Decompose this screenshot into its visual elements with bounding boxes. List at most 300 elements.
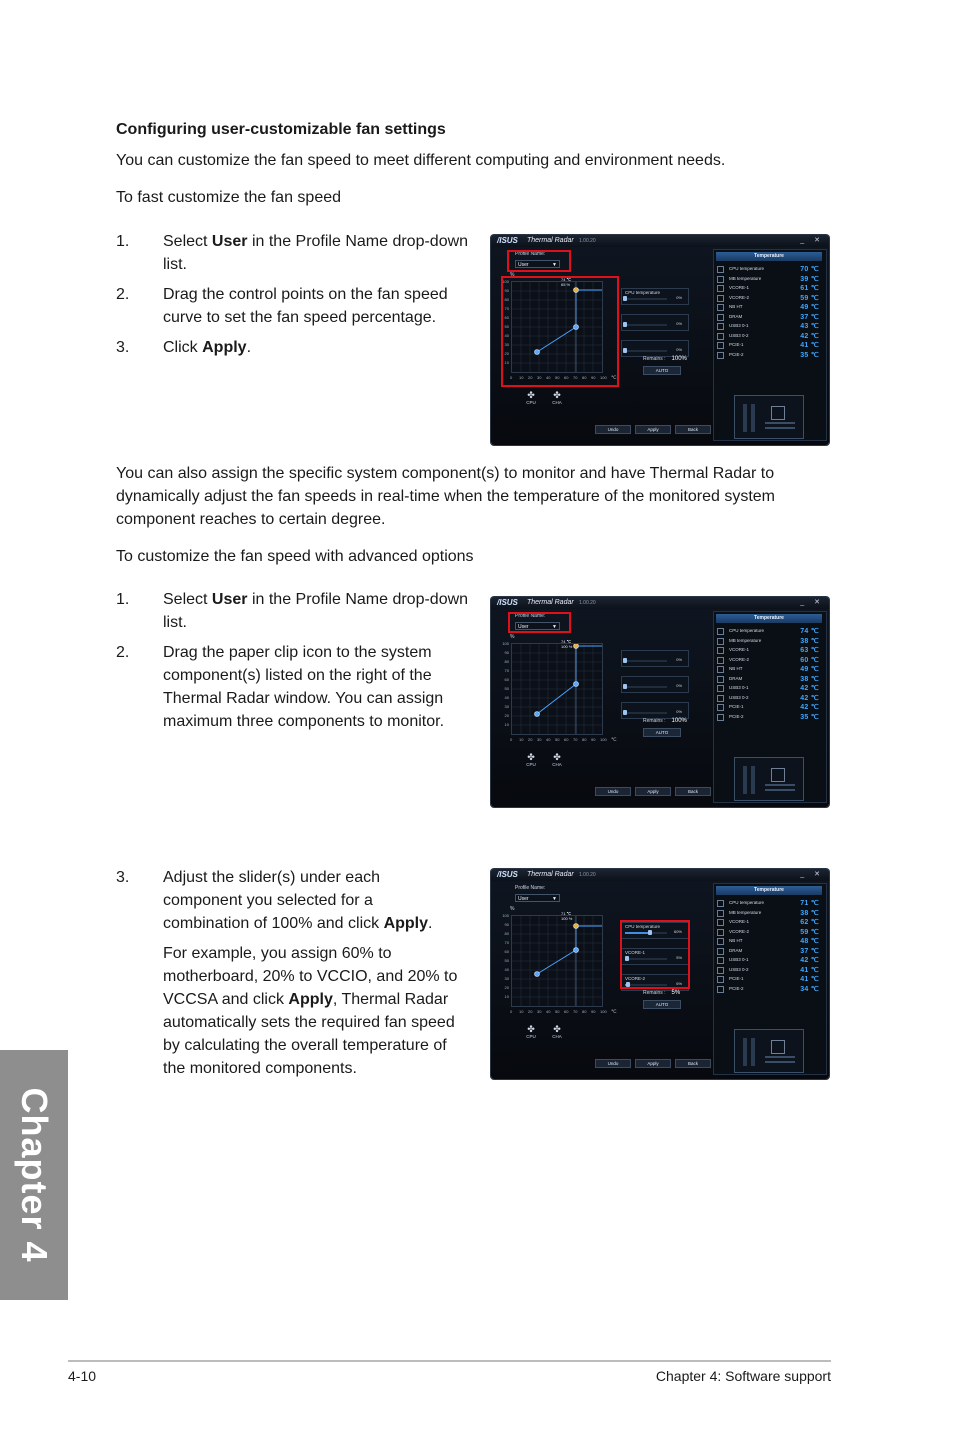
x-tick-label: 90 (591, 1009, 596, 1014)
temperature-value: 34 ℃ (800, 985, 819, 993)
app-title: Thermal Radar (527, 871, 574, 878)
example-text: For example, you assign 60% to motherboard, 20% to VCCIO, and 20% to VCCSA and click Apply, Thermal Radar automatically sets the required fan speed by calculating the overall temperature of the monitored components. (163, 945, 458, 1077)
app-title: Thermal Radar (527, 237, 574, 244)
celsius-unit: ℃ (611, 1009, 617, 1015)
component-checkbox[interactable] (717, 919, 724, 926)
temperature-name: VCORE-2 (729, 928, 750, 934)
temperature-name: USB3 0-2 (729, 332, 749, 338)
temperature-name: PCIE-1 (729, 704, 744, 709)
x-tick-label: 30 (537, 737, 542, 742)
component-value: 0% (676, 709, 682, 714)
temperature-row (717, 341, 821, 350)
temperature-value: 38 ℃ (800, 637, 819, 645)
temperature-panel (713, 883, 827, 1075)
temperature-name: PCIE-2 (729, 351, 744, 357)
component-label: CPU temperature (625, 290, 661, 295)
chapter-tab: Chapter 4 (0, 1050, 68, 1300)
component-checkbox[interactable] (717, 628, 724, 635)
y-tick-label: 20 (504, 351, 509, 356)
highlight-sliders (620, 920, 690, 989)
temperature-row (717, 637, 821, 646)
temperature-value: 42 ℃ (800, 957, 819, 964)
footer-chapter: Chapter 4: Software support (655, 1368, 831, 1384)
point-label: 71 ℃ 100 % (561, 911, 573, 921)
temperature-panel (713, 611, 827, 803)
temperature-header: Temperature (716, 252, 822, 261)
component-checkbox[interactable] (717, 295, 724, 302)
temperature-value: 71 ℃ (800, 900, 819, 907)
component-checkbox[interactable] (717, 986, 724, 993)
x-tick-label: 0 (510, 375, 513, 380)
temperature-value: 42 ℃ (800, 694, 819, 702)
celsius-unit: ℃ (611, 375, 617, 381)
fan-icon: ✤ (527, 390, 535, 400)
advanced-step-3 (116, 866, 461, 1087)
x-tick-label: 30 (537, 1009, 542, 1014)
page-number: 4-10 (68, 1368, 97, 1384)
undo-button[interactable]: Undo (595, 787, 631, 796)
auto-button[interactable]: AUTO (643, 366, 681, 375)
component-slider-handle[interactable] (623, 296, 627, 301)
profile-name-dropdown[interactable]: User ▼ (515, 894, 560, 902)
asus-logo: /ISUS (497, 598, 518, 607)
component-slot[interactable] (621, 676, 689, 693)
profile-name-label: Profile Name: (515, 885, 546, 891)
profile-name-label: Profile Name: (515, 613, 546, 619)
apply-button[interactable]: Apply (635, 787, 671, 796)
highlight-profile-name (507, 250, 571, 272)
y-tick-label: 30 (504, 976, 509, 981)
x-tick-label: 90 (591, 737, 596, 742)
step-item: 3. Click Apply. (116, 339, 252, 356)
advanced-steps (116, 588, 476, 740)
component-checkbox[interactable] (717, 638, 724, 645)
app-version: 1.00.20 (579, 872, 596, 878)
fast-title: To fast customize the fan speed (116, 189, 342, 206)
percent-label: % (510, 634, 515, 640)
component-checkbox[interactable] (717, 714, 724, 721)
temperature-value: 35 ℃ (800, 351, 819, 359)
app-title: Thermal Radar (527, 599, 574, 606)
fast-steps (116, 230, 476, 366)
y-tick-label: 30 (504, 342, 509, 347)
fan-cha[interactable]: ✤ CHA (549, 1024, 565, 1039)
y-tick-label: 10 (504, 360, 509, 365)
y-tick-label: 30 (504, 704, 509, 709)
x-tick-label: 70 (573, 375, 578, 380)
temperature-row (717, 322, 821, 331)
component-checkbox[interactable] (717, 900, 724, 907)
fan-cpu[interactable]: ✤ CPU (523, 390, 539, 405)
component-checkbox[interactable] (717, 323, 724, 330)
x-tick-label: 0 (510, 1009, 513, 1014)
step-item: 2. Drag the paper clip icon to the system component(s) listed on the right of the Thermal Radar window. You can assign maximum three components to monitor. (116, 644, 445, 730)
intro-text: You can customize the fan speed to meet different computing and environment needs. (116, 152, 726, 169)
x-tick-label: 10 (519, 375, 524, 380)
temperature-row (717, 928, 821, 937)
x-tick-label: 90 (591, 375, 596, 380)
component-slider-track (625, 324, 667, 326)
x-tick-label: 60 (564, 375, 569, 380)
temperature-name: VCORE-1 (729, 919, 750, 924)
y-tick-label: 60 (504, 677, 509, 682)
temperature-value: 61 ℃ (800, 285, 819, 292)
y-tick-label: 10 (504, 722, 509, 727)
fan-icon: ✤ (553, 1024, 561, 1034)
x-tick-label: 60 (564, 1009, 569, 1014)
component-label: VCORE-2 (625, 976, 646, 981)
temperature-name: USB3 0-2 (729, 966, 749, 972)
step-item: 2. Drag the control points on the fan speed curve to set the fan speed percentage. (116, 286, 448, 326)
temperature-name: CPU temperature (729, 900, 765, 905)
motherboard-diagram (734, 1029, 804, 1073)
temperature-name: DRAM (729, 675, 743, 681)
window-controls[interactable]: _ ✕ (800, 871, 824, 878)
component-checkbox[interactable] (717, 676, 724, 683)
temperature-value: 62 ℃ (800, 919, 819, 926)
temperature-row (717, 684, 821, 693)
fan-cpu[interactable]: ✤ CPU (523, 1024, 539, 1039)
temperature-name: NB HT (729, 304, 743, 309)
component-slider-handle[interactable] (623, 322, 627, 327)
temperature-value: 74 ℃ (800, 628, 819, 635)
app-version: 1.00.20 (579, 238, 596, 244)
component-label: VCORE-1 (625, 950, 646, 955)
component-slider-handle[interactable] (623, 710, 627, 715)
temperature-value: 38 ℃ (800, 909, 819, 917)
y-tick-label: 50 (504, 958, 509, 963)
y-tick-label: 90 (504, 922, 509, 927)
x-tick-label: 100 (600, 737, 607, 742)
y-tick-label: 100 (502, 913, 509, 918)
temperature-row (717, 975, 821, 984)
component-value: 0% (676, 347, 682, 352)
y-tick-label: 90 (504, 650, 509, 655)
component-checkbox[interactable] (717, 342, 724, 349)
temperature-value: 59 ℃ (800, 294, 819, 302)
percent-label: % (510, 272, 515, 278)
point-label: 74 ℃ 100 % (561, 639, 573, 649)
y-tick-label: 80 (504, 297, 509, 302)
component-value: 0% (676, 295, 682, 300)
component-checkbox[interactable] (717, 695, 724, 702)
y-tick-label: 80 (504, 659, 509, 664)
temperature-name: PCIE-1 (729, 976, 744, 981)
component-value: 0% (676, 683, 682, 688)
x-tick-label: 70 (573, 1009, 578, 1014)
component-checkbox[interactable] (717, 276, 724, 283)
temperature-value: 41 ℃ (800, 976, 819, 983)
y-tick-label: 50 (504, 686, 509, 691)
y-tick-label: 80 (504, 931, 509, 936)
y-tick-label: 40 (504, 695, 509, 700)
temperature-name: PCIE-1 (729, 342, 744, 347)
temperature-row (717, 665, 821, 674)
temperature-value: 41 ℃ (800, 342, 819, 349)
temperature-row (717, 966, 821, 975)
y-tick-label: 70 (504, 668, 509, 673)
remains-label: Remains : 100% (643, 718, 687, 724)
fan-icon: ✤ (527, 1024, 535, 1034)
window-controls[interactable]: _ ✕ (800, 237, 824, 244)
y-tick-label: 40 (504, 333, 509, 338)
y-tick-label: 70 (504, 940, 509, 945)
y-tick-label: 60 (504, 315, 509, 320)
temperature-value: 49 ℃ (800, 666, 819, 673)
y-tick-label: 50 (504, 324, 509, 329)
component-checkbox[interactable] (717, 647, 724, 654)
x-tick-label: 40 (546, 375, 551, 380)
component-slider-handle[interactable] (623, 658, 627, 663)
profile-name-dropdown[interactable]: User ▼ (515, 622, 560, 630)
temperature-name: VCORE-1 (729, 285, 750, 290)
asus-logo: /ISUS (497, 236, 518, 245)
temperature-row (717, 985, 821, 994)
y-tick-label: 70 (504, 306, 509, 311)
remains-label: Remains : 5% (643, 990, 681, 996)
temperature-name: USB3 0-1 (729, 323, 749, 328)
temperature-row (717, 937, 821, 946)
temperature-panel (713, 249, 827, 441)
x-tick-label: 80 (582, 737, 587, 742)
temperature-row (717, 899, 821, 908)
temperature-value: 42 ℃ (800, 704, 819, 711)
temperature-row (717, 675, 821, 684)
component-checkbox[interactable] (717, 976, 724, 983)
temperature-value: 37 ℃ (800, 313, 819, 321)
fan-icon: ✤ (553, 390, 561, 400)
temperature-row (717, 947, 821, 956)
component-checkbox[interactable] (717, 657, 724, 664)
x-tick-label: 60 (564, 737, 569, 742)
temperature-name: DRAM (729, 313, 743, 319)
component-slot[interactable] (621, 702, 689, 719)
step-item: 1. Select User in the Profile Name drop-down list. (116, 591, 469, 631)
highlight-profile-name (508, 612, 571, 633)
component-slot[interactable] (621, 340, 689, 357)
motherboard-diagram (734, 757, 804, 801)
temperature-row (717, 694, 821, 703)
component-value: 6% (676, 981, 682, 986)
component-checkbox[interactable] (717, 938, 724, 945)
temperature-value: 43 ℃ (800, 323, 819, 330)
undo-button[interactable]: Undo (595, 1059, 631, 1068)
point-label: 74 ℃ 65 % (561, 277, 572, 287)
temperature-row (717, 918, 821, 927)
celsius-unit: ℃ (611, 737, 617, 743)
x-tick-label: 50 (555, 375, 560, 380)
component-value: 60% (673, 929, 682, 934)
step-item: 1. Select User in the Profile Name drop-down list. (116, 233, 469, 273)
x-tick-label: 100 (600, 1009, 607, 1014)
x-tick-label: 100 (600, 375, 607, 380)
temperature-name: USB3 0-2 (729, 694, 749, 700)
temperature-name: USB3 0-1 (729, 685, 749, 690)
y-tick-label: 100 (502, 279, 509, 284)
temperature-value: 42 ℃ (800, 332, 819, 340)
component-slot[interactable] (621, 288, 689, 305)
component-value: 0% (676, 657, 682, 662)
advanced-title: To customize the fan speed with advanced options (116, 548, 474, 565)
temperature-name: MB temperature (729, 909, 762, 915)
component-checkbox[interactable] (717, 666, 724, 673)
component-checkbox[interactable] (717, 685, 724, 692)
temperature-name: USB3 0-1 (729, 957, 749, 962)
temperature-row (717, 351, 821, 360)
x-tick-label: 20 (528, 375, 533, 380)
temperature-name: CPU temperature (729, 266, 765, 271)
component-value: 5% (676, 955, 682, 960)
component-checkbox[interactable] (717, 948, 724, 955)
apply-button[interactable]: Apply (635, 425, 671, 434)
x-tick-label: 0 (510, 737, 513, 742)
asus-logo: /ISUS (497, 870, 518, 879)
temperature-name: NB HT (729, 938, 743, 943)
component-checkbox[interactable] (717, 967, 724, 974)
x-tick-label: 70 (573, 737, 578, 742)
temperature-row (717, 909, 821, 918)
assign-paragraph: You can also assign the specific system component(s) to monitor and have Thermal Radar to dynamically adjust the fan speeds in real-time when the temperature of the monitored system component reaches to certain degree. (116, 465, 775, 528)
temperature-name: PCIE-2 (729, 985, 744, 991)
temperature-row (717, 656, 821, 665)
temperature-name: DRAM (729, 947, 743, 953)
temperature-name: PCIE-2 (729, 713, 744, 719)
x-tick-label: 10 (519, 737, 524, 742)
component-checkbox[interactable] (717, 314, 724, 321)
component-checkbox[interactable] (717, 352, 724, 359)
profile-name-dropdown[interactable]: User ▼ (515, 260, 560, 268)
highlight-fan-curve (501, 276, 619, 387)
temperature-value: 59 ℃ (800, 928, 819, 936)
section-heading: Configuring user-customizable fan settings (116, 121, 446, 138)
temperature-name: VCORE-2 (729, 656, 750, 662)
back-button[interactable]: Back (675, 425, 711, 434)
temperature-name: VCORE-2 (729, 294, 750, 300)
component-checkbox[interactable] (717, 957, 724, 964)
component-slider-handle[interactable] (623, 348, 627, 353)
fan-cha[interactable]: ✤ CHA (549, 390, 565, 405)
footer-divider (68, 1360, 831, 1362)
temperature-row (717, 332, 821, 341)
chevron-down-icon: ▼ (552, 624, 557, 630)
x-tick-label: 40 (546, 1009, 551, 1014)
component-slider-track (625, 298, 667, 300)
remains-label: Remains : 100% (643, 356, 687, 362)
component-checkbox[interactable] (717, 333, 724, 340)
step-item: 3. Adjust the slider(s) under each component you selected for a combination of 100% and click Apply. (116, 869, 433, 932)
temperature-row (717, 284, 821, 293)
component-checkbox[interactable] (717, 266, 724, 273)
temperature-value: 42 ℃ (800, 685, 819, 692)
y-tick-label: 20 (504, 985, 509, 990)
component-slider-track (625, 660, 667, 662)
temperature-value: 38 ℃ (800, 675, 819, 683)
temperature-row (717, 956, 821, 965)
temperature-value: 39 ℃ (800, 275, 819, 283)
fan-cpu[interactable]: ✤ CPU (523, 752, 539, 767)
y-tick-label: 90 (504, 288, 509, 293)
temperature-header: Temperature (716, 614, 822, 623)
chevron-down-icon: ▼ (552, 896, 557, 902)
temperature-row (717, 275, 821, 284)
temperature-value: 70 ℃ (800, 266, 819, 273)
fan-curve-graph[interactable] (511, 643, 603, 735)
x-tick-label: 50 (555, 737, 560, 742)
x-tick-label: 30 (537, 375, 542, 380)
fan-curve-graph[interactable] (511, 915, 603, 1007)
auto-button[interactable]: AUTO (643, 1000, 681, 1009)
app-version: 1.00.20 (579, 600, 596, 606)
fan-icon: ✤ (553, 752, 561, 762)
temperature-row (717, 646, 821, 655)
auto-button[interactable]: AUTO (643, 728, 681, 737)
component-value: 0% (676, 321, 682, 326)
temperature-row (717, 303, 821, 312)
fan-icon: ✤ (527, 752, 535, 762)
component-slider-track (625, 686, 667, 688)
temperature-row (717, 265, 821, 274)
temperature-value: 37 ℃ (800, 947, 819, 955)
component-checkbox[interactable] (717, 929, 724, 936)
temperature-row (717, 313, 821, 322)
temperature-row (717, 294, 821, 303)
apply-button[interactable]: Apply (635, 1059, 671, 1068)
profile-name-label: Profile Name: (515, 251, 546, 257)
temperature-value: 41 ℃ (800, 966, 819, 974)
temperature-value: 35 ℃ (800, 713, 819, 721)
component-checkbox[interactable] (717, 910, 724, 917)
temperature-row (717, 713, 821, 722)
fan-cha[interactable]: ✤ CHA (549, 752, 565, 767)
component-slider-handle[interactable] (623, 684, 627, 689)
x-tick-label: 10 (519, 1009, 524, 1014)
component-checkbox[interactable] (717, 704, 724, 711)
temperature-name: MB temperature (729, 275, 762, 281)
x-tick-label: 50 (555, 1009, 560, 1014)
x-tick-label: 20 (528, 1009, 533, 1014)
y-tick-label: 20 (504, 713, 509, 718)
y-tick-label: 100 (502, 641, 509, 646)
temperature-value: 63 ℃ (800, 647, 819, 654)
temperature-name: VCORE-1 (729, 647, 750, 652)
temperature-value: 49 ℃ (800, 304, 819, 311)
undo-button[interactable]: Undo (595, 425, 631, 434)
x-tick-label: 80 (582, 375, 587, 380)
temperature-name: CPU temperature (729, 628, 765, 633)
temperature-value: 48 ℃ (800, 938, 819, 945)
component-checkbox[interactable] (717, 304, 724, 311)
y-tick-label: 10 (504, 994, 509, 999)
chevron-down-icon: ▼ (552, 262, 557, 268)
component-label: CPU temperature (625, 924, 661, 929)
x-tick-label: 20 (528, 737, 533, 742)
component-checkbox[interactable] (717, 285, 724, 292)
motherboard-diagram (734, 395, 804, 439)
back-button[interactable]: Back (675, 787, 711, 796)
component-slot[interactable] (621, 650, 689, 667)
window-controls[interactable]: _ ✕ (800, 599, 824, 606)
y-tick-label: 60 (504, 949, 509, 954)
temperature-name: MB temperature (729, 637, 762, 643)
x-tick-label: 40 (546, 737, 551, 742)
component-slot[interactable] (621, 314, 689, 331)
temperature-name: NB HT (729, 666, 743, 671)
temperature-row (717, 703, 821, 712)
component-slider-track (625, 350, 667, 352)
temperature-row (717, 627, 821, 636)
back-button[interactable]: Back (675, 1059, 711, 1068)
component-slider-track (625, 712, 667, 714)
